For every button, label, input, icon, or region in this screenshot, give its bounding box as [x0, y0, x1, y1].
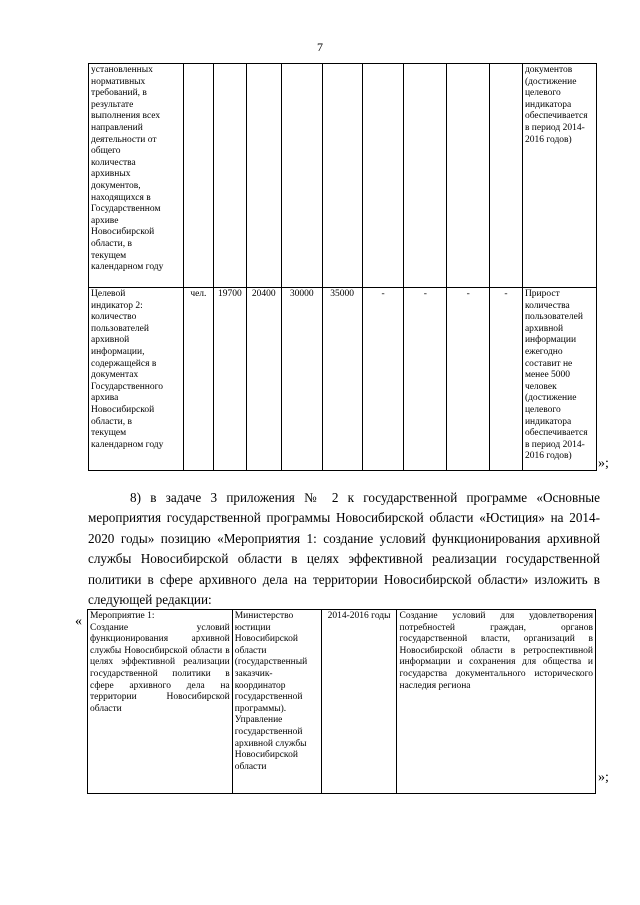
- measure-table: [87, 609, 596, 794]
- note-cell: документов (достижение целевого индикатора обеспечивается в период 2014- 2016 годов): [522, 64, 596, 288]
- indicator-name-cell: Целевой индикатор 2: количество пользователей архивной информации, содержащейся в документах Государственного архива Новосибирской области, в текущем календарном году: [89, 288, 184, 471]
- indicator-name-cell: установленных нормативных требований, в результате выполнения всех направлений деятельности от общего количества архивных документов, находящихся в Государственном архиве Новосибирской области, в текущем календарном году: [89, 64, 184, 288]
- value-cell: 30000: [281, 288, 322, 471]
- value-cell: [322, 64, 362, 288]
- closing-quote: »;: [598, 456, 609, 471]
- value-cell: [404, 64, 447, 288]
- result-cell: Создание условий для удовлетворения потребностей граждан, органов государственной власти, организаций в Новосибирской области в ретроспективной информации и сохранения для общества и государства документального исторического наследия региона: [397, 610, 596, 794]
- value-cell: [447, 64, 490, 288]
- unit-cell: чел.: [183, 288, 213, 471]
- value-cell: [362, 64, 404, 288]
- amendment-paragraph: 8) в задаче 3 приложения № 2 к государственной программе «Основные мероприятия государственной программы Новосибирской области «Юстиция» на 2014-2020 годы» позицию «Мероприятия 1: создание условий функционирования архивной службы Новосибирской области в целях эффективной реализации государственной политики в сфере архивного дела на территории Новосибирской области» изложить в следующей редакции:: [88, 490, 600, 608]
- table-row: [89, 64, 597, 288]
- value-cell: [490, 64, 523, 288]
- value-cell: 20400: [246, 288, 281, 471]
- value-cell: [281, 64, 322, 288]
- opening-quote: «: [75, 614, 82, 629]
- executor-cell: Министерство юстиции Новосибирской области (государственный заказчик-координатор государственной программы). Управление государственной архивной службы Новосибирской области: [232, 610, 321, 794]
- note-cell: Прирост количества пользователей архивной информации ежегодно составит не менее 5000 человек (достижение целевого индикатора обеспечивается в период 2014- 2016 годов): [522, 288, 596, 471]
- value-cell: -: [490, 288, 523, 471]
- value-cell: [246, 64, 281, 288]
- page-number: 7: [317, 40, 323, 54]
- closing-quote-2: »;: [598, 770, 609, 785]
- indicator-table: [88, 63, 597, 471]
- value-cell: 19700: [213, 288, 246, 471]
- table-row: [89, 288, 597, 471]
- value-cell: [213, 64, 246, 288]
- measure-cell: Мероприятие 1: Создание условий функционирования архивной службы Новосибирской области в целях эффективной реализации государственной политики в сфере архивного дела на территории Новосибирской области: [88, 610, 233, 794]
- value-cell: -: [362, 288, 404, 471]
- value-cell: -: [404, 288, 447, 471]
- period-cell: 2014-2016 годы: [321, 610, 397, 794]
- value-cell: -: [447, 288, 490, 471]
- value-cell: 35000: [322, 288, 362, 471]
- table-row: [88, 610, 596, 794]
- unit-cell: [183, 64, 213, 288]
